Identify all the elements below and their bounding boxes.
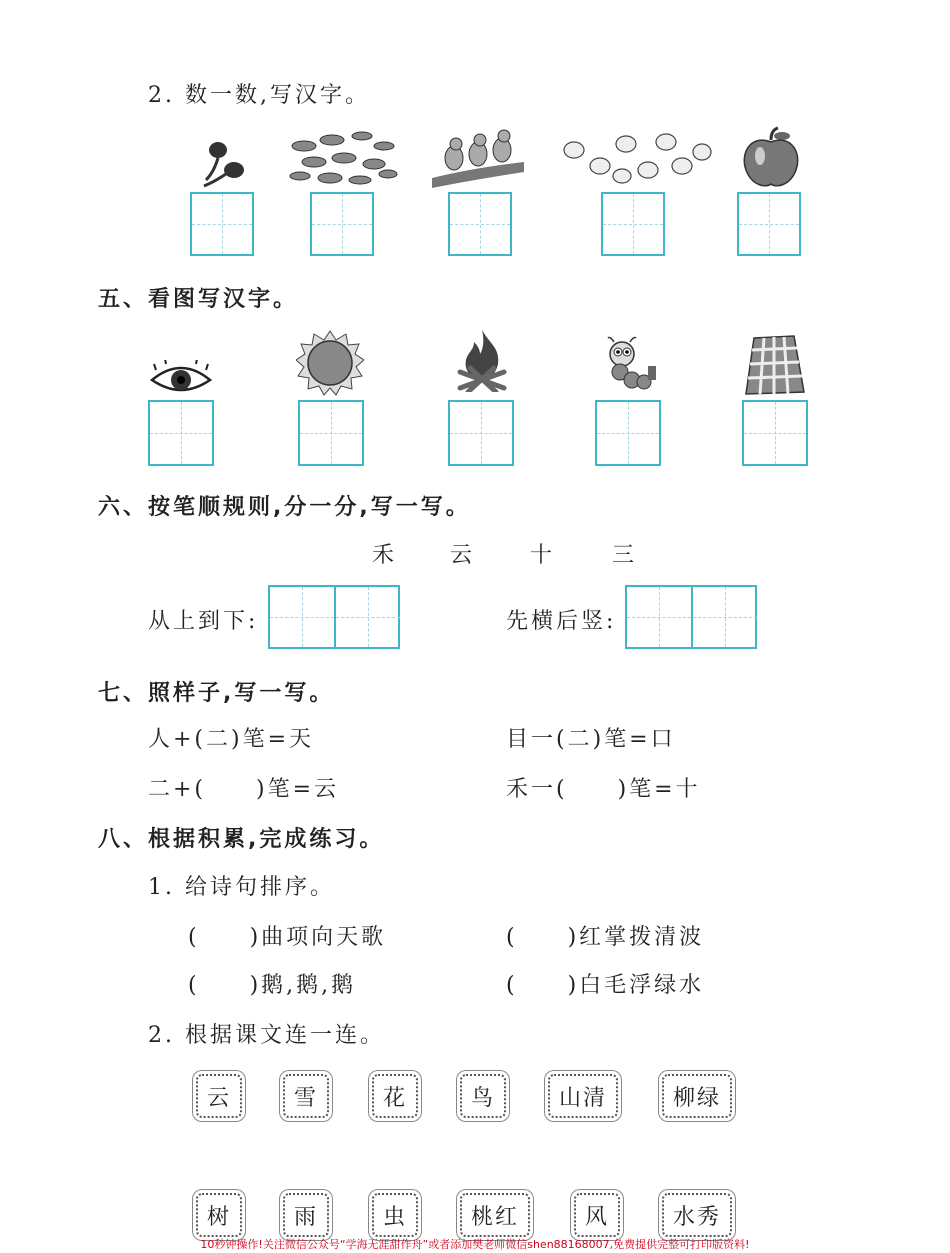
match-card-top[interactable]: 雪 bbox=[283, 1074, 329, 1118]
stroke-char: 禾 bbox=[372, 543, 398, 568]
writing-box[interactable] bbox=[310, 192, 374, 256]
writing-box[interactable] bbox=[742, 400, 808, 466]
match-card-top[interactable]: 柳绿 bbox=[662, 1074, 732, 1118]
worm-icon bbox=[600, 336, 660, 396]
match-card-top[interactable]: 鸟 bbox=[460, 1074, 506, 1118]
poem-line[interactable]: ( )鹅,鹅,鹅 bbox=[188, 973, 357, 998]
section-8-title: 八、根据积累,完成练习。 bbox=[98, 827, 385, 852]
fish-school-icon bbox=[284, 126, 404, 188]
match-card-top[interactable]: 山清 bbox=[548, 1074, 618, 1118]
writing-box[interactable] bbox=[601, 192, 665, 256]
eye-icon bbox=[150, 360, 212, 396]
writing-box[interactable] bbox=[595, 400, 661, 466]
birds-on-branch-icon bbox=[432, 128, 524, 188]
section-5-title: 五、看图写汉字。 bbox=[98, 287, 299, 312]
match-card-bottom[interactable]: 虫 bbox=[372, 1193, 418, 1237]
match-card-top[interactable]: 花 bbox=[372, 1074, 418, 1118]
fire-icon bbox=[456, 328, 508, 392]
match-card-bottom[interactable]: 树 bbox=[196, 1193, 242, 1237]
stroke-char: 三 bbox=[612, 543, 638, 568]
example-2: 目一(二)笔=口 bbox=[506, 727, 676, 752]
sun-icon bbox=[296, 330, 364, 396]
apple-icon bbox=[740, 126, 802, 188]
writing-box[interactable] bbox=[190, 192, 254, 256]
match-card-top[interactable]: 云 bbox=[196, 1074, 242, 1118]
sub-question-1: 1. 给诗句排序。 bbox=[148, 875, 335, 900]
example-1: 人+(二)笔=天 bbox=[148, 727, 315, 752]
exercise-2[interactable]: 禾一( )笔=十 bbox=[506, 777, 701, 802]
match-card-bottom[interactable]: 桃红 bbox=[460, 1193, 530, 1237]
answer-box-horizontal-then-vertical[interactable] bbox=[625, 585, 757, 649]
exercise-1[interactable]: 二+( )笔=云 bbox=[148, 777, 340, 802]
poem-line[interactable]: ( )红掌拨清波 bbox=[506, 925, 705, 950]
writing-box[interactable] bbox=[448, 400, 514, 466]
stroke-char: 云 bbox=[450, 543, 476, 568]
answer-box-top-to-bottom[interactable] bbox=[268, 585, 400, 649]
writing-box[interactable] bbox=[737, 192, 801, 256]
poem-line[interactable]: ( )曲项向天歌 bbox=[188, 925, 387, 950]
stroke-char: 十 bbox=[530, 543, 556, 568]
chicks-icon bbox=[556, 126, 712, 188]
section-7-title: 七、照样子,写一写。 bbox=[98, 681, 335, 706]
match-card-bottom[interactable]: 风 bbox=[574, 1193, 620, 1237]
question-2-label: 2. 数一数,写汉字。 bbox=[148, 83, 370, 108]
writing-box[interactable] bbox=[298, 400, 364, 466]
section-6-title: 六、按笔顺规则,分一分,写一写。 bbox=[98, 495, 471, 520]
top-to-bottom-label: 从上到下: bbox=[148, 609, 259, 634]
tadpoles-icon bbox=[196, 132, 256, 188]
writing-box[interactable] bbox=[448, 192, 512, 256]
writing-box[interactable] bbox=[148, 400, 214, 466]
match-card-bottom[interactable]: 水秀 bbox=[662, 1193, 732, 1237]
sub-question-2: 2. 根据课文连一连。 bbox=[148, 1023, 385, 1048]
poem-line[interactable]: ( )白毛浮绿水 bbox=[506, 973, 705, 998]
horizontal-then-vertical-label: 先横后竖: bbox=[506, 609, 617, 634]
field-icon bbox=[744, 334, 806, 396]
footer-notice: 10秒钟操作!关注微信公众号“学海无涯甜作舟”或者添加樊老师微信shen88168007,免费提供完整可打印版资料! bbox=[200, 1238, 750, 1251]
match-card-bottom[interactable]: 雨 bbox=[283, 1193, 329, 1237]
